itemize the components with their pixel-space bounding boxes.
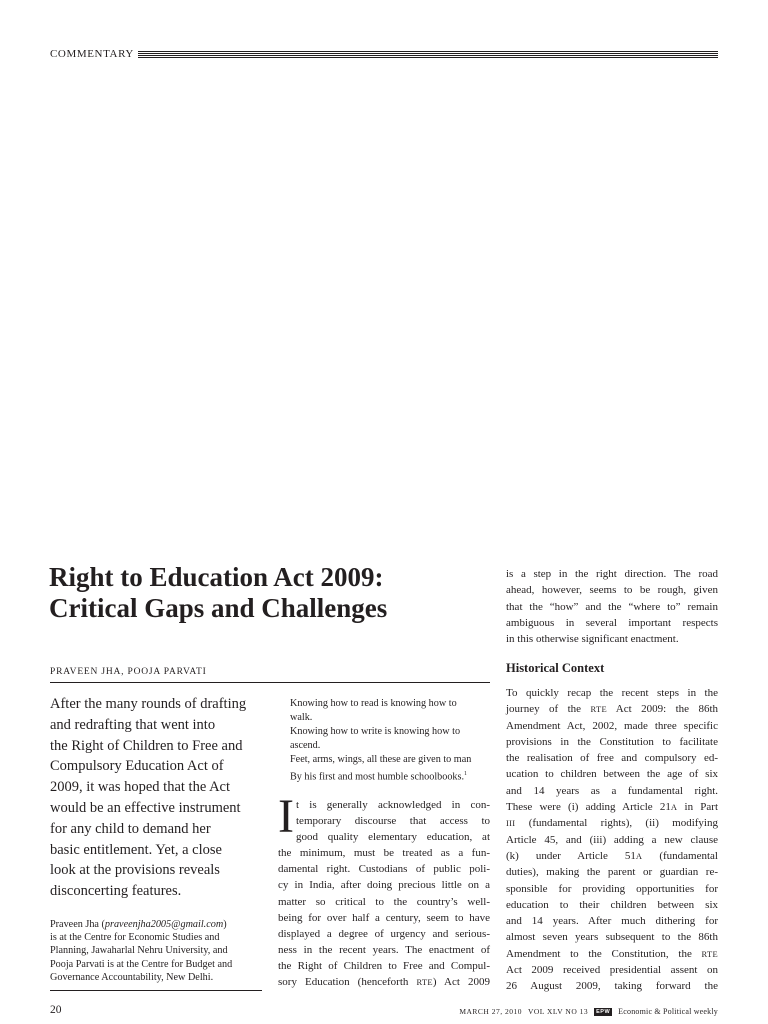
abbreviation: RTE <box>590 704 607 715</box>
abstract-line: the Right of Children to Free and <box>50 737 243 754</box>
affiliation-line: Praveen Jha (praveenjha2005@gmail.com) <box>50 919 227 930</box>
abstract-line: Compulsory Education Act of <box>50 758 224 775</box>
body-text: To quickly recap the recent steps in the <box>506 687 718 699</box>
body-text: the realisation of free and compulsory ed- <box>506 752 718 765</box>
footnote-marker[interactable]: 1 <box>464 771 468 777</box>
body-line <box>506 750 718 766</box>
epigraph-line: walk. <box>290 712 313 723</box>
body-text: and 14 years as a fundamental right. <box>506 784 718 797</box>
body-text: almost seven years subsequent to the 86th <box>506 931 718 944</box>
abbreviation: A <box>635 850 643 861</box>
body-text: journey of the <box>506 703 591 716</box>
body-text: (fundamental rights), (ii) modifying <box>515 817 718 830</box>
epigraph-line: Feet, arms, wings, all these are given to man <box>290 754 472 765</box>
body-line <box>506 832 718 848</box>
section-label: COMMENTARY <box>50 47 134 60</box>
body-line: temporary discourse that access to <box>296 815 490 828</box>
body-text: Amendment Act, 2002, made three specific <box>506 719 718 732</box>
body-line <box>506 913 718 929</box>
body-text: education to their children between six <box>506 898 718 911</box>
body-line <box>506 734 718 750</box>
body-line <box>506 962 718 978</box>
epigraph-line: ascend. <box>290 740 321 751</box>
epw-logo-icon: EPW <box>596 1009 611 1015</box>
title-line-1: Right to Education Act 2009: <box>49 562 384 592</box>
body-line <box>506 978 718 994</box>
section-rule <box>138 51 718 58</box>
abstract-line: and redrafting that went into <box>50 716 216 733</box>
body-line <box>506 848 718 864</box>
body-text: sponsible for providing opportunities for <box>506 882 718 895</box>
epigraph-line: Knowing how to write is knowing how to <box>290 726 461 737</box>
body-text: Amendment to the Constitution, the <box>506 947 702 960</box>
abstract-line: 2009, it was hoped that the Act <box>50 779 231 796</box>
abstract-line: look at the provisions reveals <box>50 862 220 879</box>
body-line <box>506 766 718 782</box>
abbreviation: III <box>506 818 516 829</box>
body-line: ness in the recent years. The enactment of <box>278 943 490 956</box>
body-line: that the “how” and the “where to” remain <box>506 600 718 613</box>
abstract-line: After the many rounds of drafting <box>50 696 247 712</box>
page-number: 20 <box>50 1004 62 1016</box>
body-column-1 <box>278 790 490 990</box>
body-line: ahead, however, seems to be rough, given <box>506 584 718 597</box>
authors-divider <box>50 682 490 683</box>
affiliation-divider <box>50 990 262 991</box>
drop-cap: I <box>278 790 294 843</box>
body-line <box>506 799 718 815</box>
body-text: Act 2009: the 86th <box>606 703 719 716</box>
body-text: (k) under Article 51 <box>506 849 636 862</box>
body-line: the minimum, must be treated as a fun- <box>278 847 490 860</box>
epigraph-text: By his first and most humble schoolbooks. <box>290 771 465 783</box>
body-line: displayed a degree of urgency and serious- <box>278 927 490 940</box>
abbreviation: A <box>670 802 678 813</box>
body-line: the Right of Children to Free and Compul- <box>278 959 490 972</box>
body-line <box>506 815 718 831</box>
body-line <box>506 881 718 897</box>
abstract-line: would be an effective instrument <box>50 799 241 816</box>
article-title <box>49 562 479 624</box>
subheading-historical-context: Historical Context <box>506 661 605 675</box>
body-text: Act 2009 received presidential assent on <box>506 964 718 977</box>
epigraph-line: Knowing how to read is knowing how to <box>290 698 457 709</box>
body-line: damental right. Custodians of public poli- <box>278 863 490 876</box>
affiliation-line: Governance Accountability, New Delhi. <box>50 971 214 983</box>
body-line <box>278 974 490 990</box>
body-column-2 <box>506 685 718 995</box>
body-line: being for over half a century, seem to have <box>278 911 490 924</box>
abstract <box>50 694 265 902</box>
body-text: 26 August 2009, taking forward the <box>506 980 718 993</box>
authors: PRAVEEN JHA, POOJA PARVATI <box>50 667 207 677</box>
body-line: good quality elementary education, at <box>296 831 490 844</box>
abstract-line: for any child to demand her <box>50 820 211 837</box>
body-text: These were (i) adding Article 21 <box>506 801 671 814</box>
body-line <box>506 783 718 799</box>
body-text: sory Education (henceforth <box>278 976 417 989</box>
section-header <box>50 46 718 62</box>
author-affiliation <box>50 918 265 984</box>
body-line <box>506 718 718 734</box>
body-line <box>506 685 718 701</box>
author-name: Praveen Jha <box>50 919 99 930</box>
body-line: is a step in the right direction. The road <box>506 568 718 580</box>
affiliation-line: Pooja Parvati is at the Centre for Budget and <box>50 958 233 970</box>
epigraph-line <box>290 767 492 784</box>
body-line: in this otherwise significant enactment. <box>506 633 679 646</box>
body-line <box>506 864 718 880</box>
abbreviation: RTE <box>701 948 718 959</box>
body-line <box>506 946 718 962</box>
body-text: duties), making the parent or guardian re- <box>506 866 718 879</box>
body-line: cy in India, after doing precious little on a <box>278 879 490 892</box>
body-text: (fundamental <box>642 849 718 862</box>
abstract-line: basic entitlement. Yet, a close <box>50 841 222 858</box>
body-text: Article 45, and (iii) adding a new clause <box>506 833 718 846</box>
body-line: t is generally acknowledged in con- <box>296 799 490 811</box>
author-email[interactable]: praveenjha2005@gmail.com <box>104 919 224 930</box>
body-text: ) Act 2009 <box>432 976 490 989</box>
body-line <box>506 701 718 717</box>
title-line-2: Critical Gaps and Challenges <box>49 593 388 623</box>
body-line: ambiguous in several important respects <box>506 616 718 629</box>
body-line <box>506 929 718 945</box>
abbr-rte: RTE <box>416 977 433 988</box>
issue-volume: VOL XLV NO 13 <box>527 1007 589 1016</box>
issue-date: MARCH 27, 2010 <box>459 1007 522 1016</box>
body-line: matter so critical to the country’s well- <box>278 895 490 908</box>
body-text: in Part <box>677 801 718 814</box>
body-text: provisions in the Constitution to facilitate <box>506 735 718 748</box>
footer-meta <box>459 1006 718 1018</box>
epigraph <box>290 697 492 784</box>
body-text: and 14 years. After much dithering for <box>506 915 718 928</box>
affiliation-line: is at the Centre for Economic Studies and <box>50 932 220 944</box>
magazine-name: Economic & Political weekly <box>618 1007 718 1016</box>
body-column-2-top <box>506 566 718 647</box>
abstract-line: disconcerting features. <box>50 883 182 900</box>
body-text: ucation to children between the age of six <box>506 768 718 781</box>
body-line <box>506 897 718 913</box>
affiliation-line: Planning, Jawaharlal Nehru University, and <box>50 945 228 957</box>
